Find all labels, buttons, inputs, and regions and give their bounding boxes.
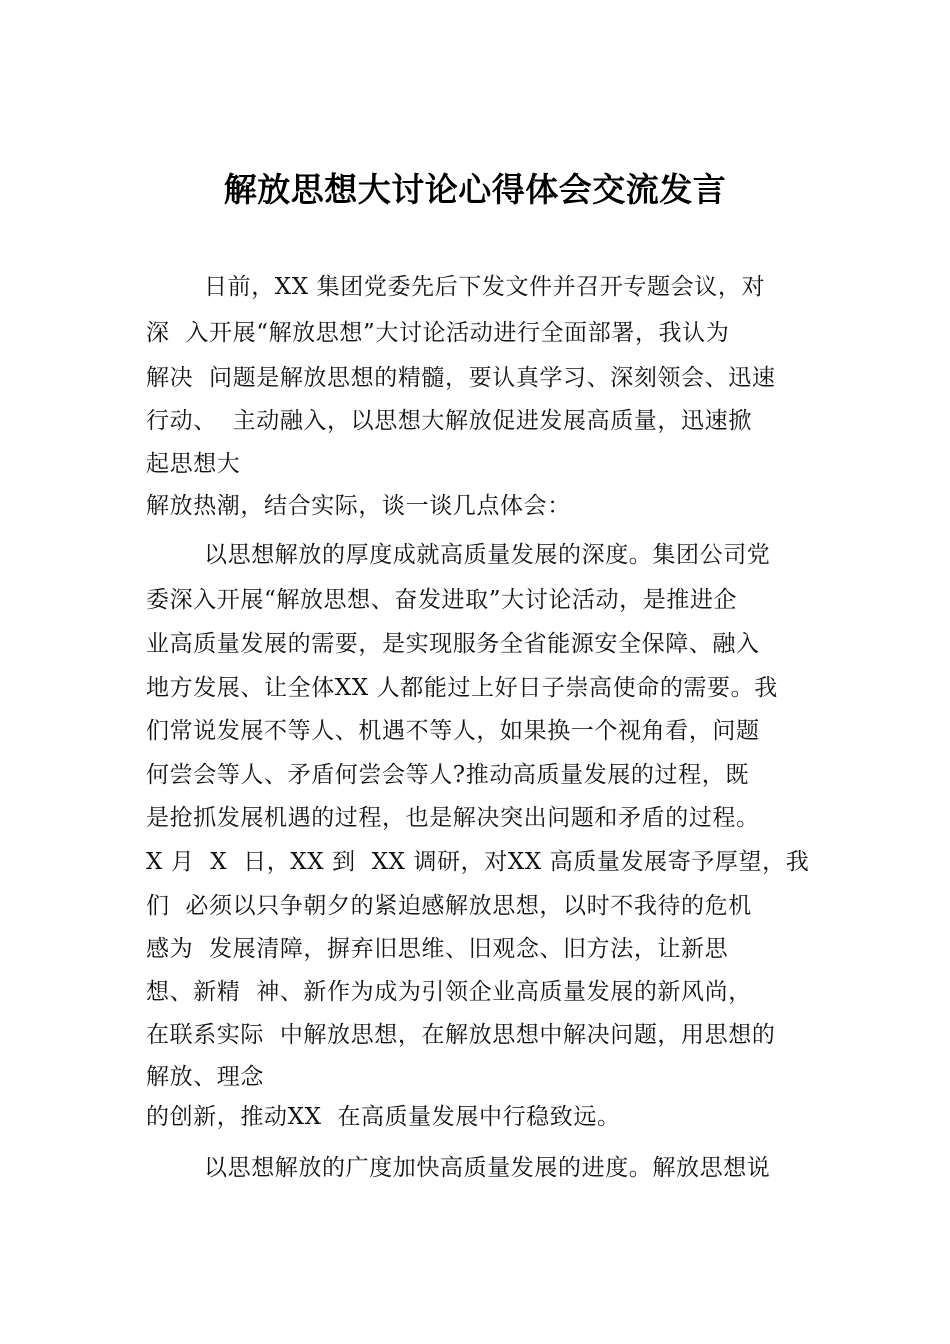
text-line: 以思想解放的厚度成就高质量发展的深度。集团公司党 bbox=[204, 542, 771, 568]
document-title: 解放思想大讨论心得体会交流发言 bbox=[223, 170, 727, 209]
text-line: 们常说发展不等人、机遇不等人，如果换一个视角看，问题 bbox=[146, 718, 760, 744]
text-line: X 月 X 日，XX 到 XX 调研，对XX 高质量发展寄予厚望，我 bbox=[146, 849, 810, 875]
text-line: 何尝会等人、矛盾何尝会等人?推动高质量发展的过程，既 bbox=[146, 762, 749, 788]
text-line: 解放热潮，结合实际，谈一谈几点体会： bbox=[146, 493, 571, 519]
text-line: 以思想解放的广度加快高质量发展的进度。解放思想说 bbox=[204, 1155, 771, 1181]
text-line: 行动、 主动融入，以思想大解放促进发展高质量，迅速掀 bbox=[146, 408, 752, 434]
text-line: 解决 问题是解放思想的精髓，要认真学习、深刻领会、迅速 bbox=[146, 365, 776, 391]
text-line: 业高质量发展的需要，是实现服务全省能源安全保障、融入 bbox=[146, 631, 760, 657]
text-line: 感为 发展清障，摒弃旧思维、旧观念、旧方法，让新思 bbox=[146, 936, 729, 962]
text-line: 们 必须以只争朝夕的紧迫感解放思想，以时不我待的危机 bbox=[146, 893, 752, 919]
text-line: 想、新精 神、新作为成为引领企业高质量发展的新风尚， bbox=[146, 979, 752, 1005]
text-line: 在联系实际 中解放思想，在解放思想中解决问题，用思想的 bbox=[146, 1022, 776, 1048]
text-line: 日前，XX 集团党委先后下发文件并召开专题会议，对 bbox=[204, 274, 766, 300]
text-line: 委深入开展“解放思想、奋发进取”大讨论活动，是推进企 bbox=[146, 587, 738, 613]
text-line: 地方发展、让全体XX 人都能过上好日子崇高使命的需要。我 bbox=[146, 675, 778, 701]
text-line: 解放、理念 bbox=[146, 1064, 264, 1090]
text-line: 深 入开展“解放思想”大讨论活动进行全面部署，我认为 bbox=[146, 320, 730, 346]
text-line: 是抢抓发展机遇的过程，也是解决突出问题和矛盾的过程。 bbox=[146, 805, 760, 831]
text-line: 的创新，推动XX 在高质量发展中行稳致远。 bbox=[146, 1104, 621, 1130]
text-line: 起思想大 bbox=[146, 451, 241, 477]
